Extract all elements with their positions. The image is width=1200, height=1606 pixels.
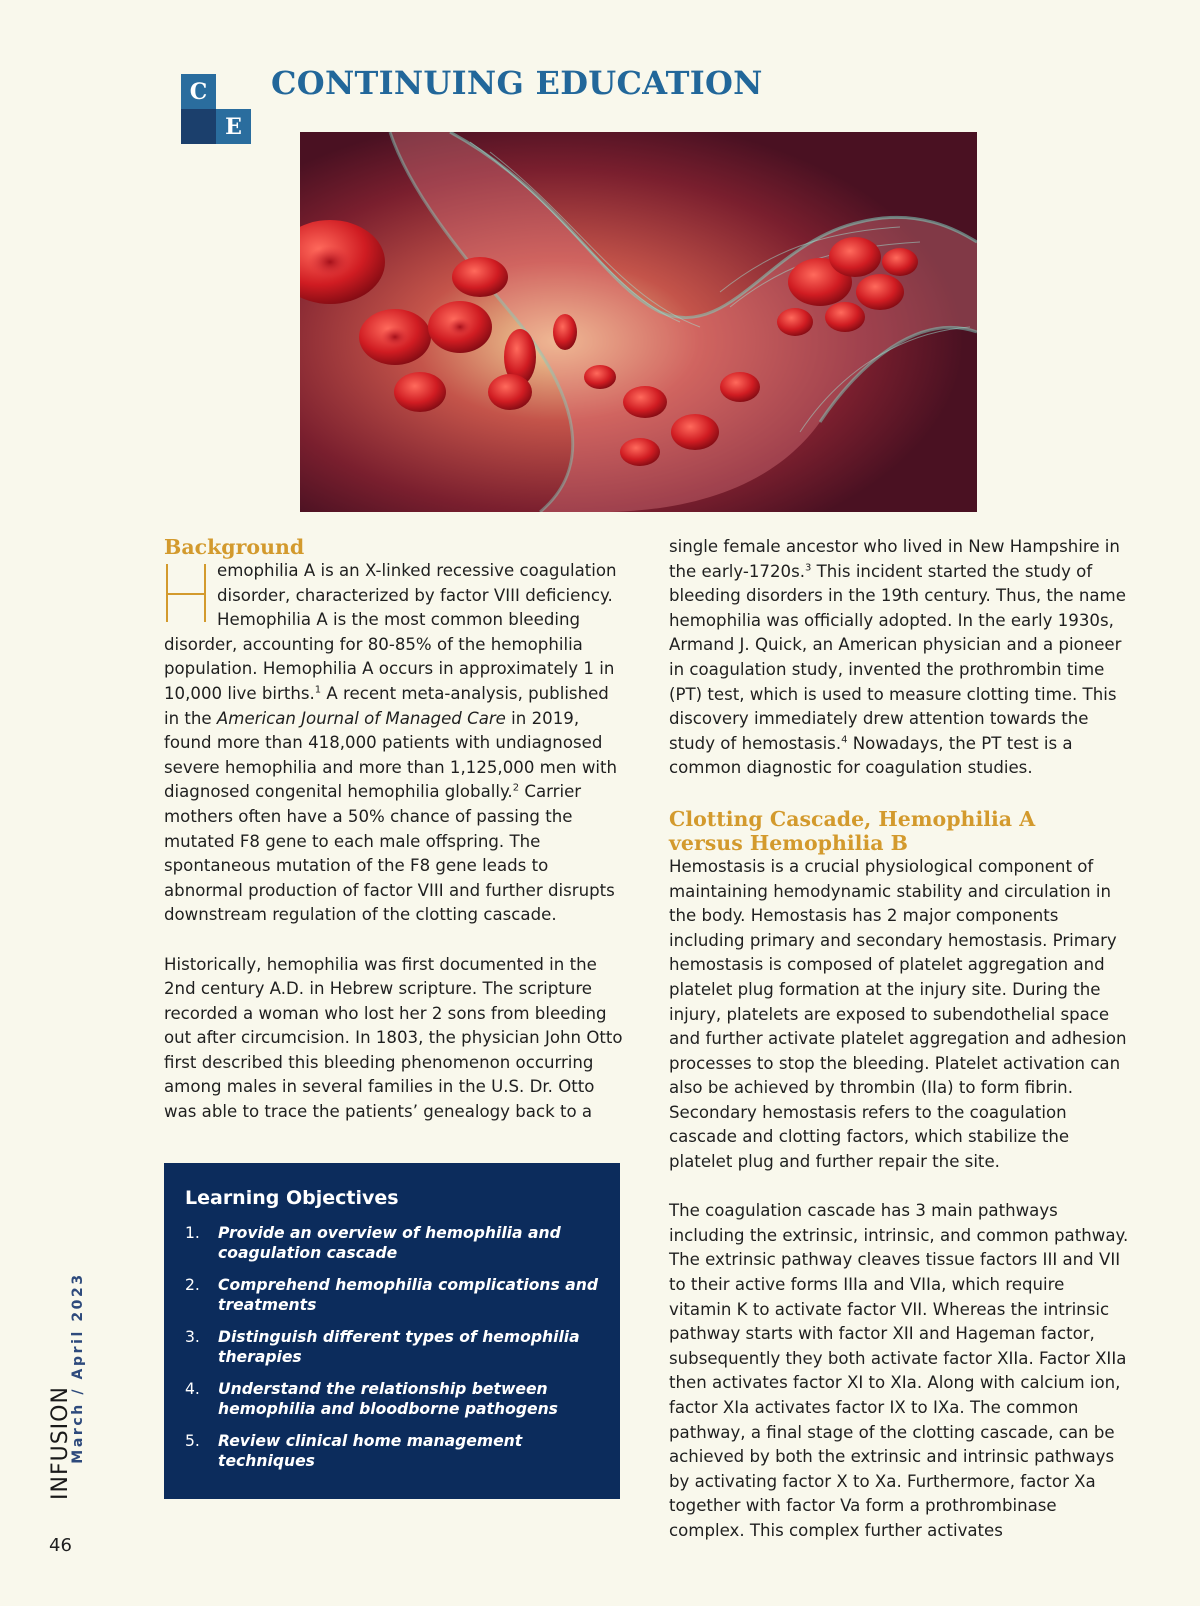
right-column	[669, 535, 1131, 1544]
history-text-1: single female ancestor who lived in New Hampshire in the early-1720s.	[669, 537, 1120, 581]
blood-vessel-illustration	[300, 132, 977, 512]
background-heading: Background	[164, 535, 305, 559]
footnote-ref-1: 1	[314, 684, 322, 696]
list-item-number: 4.	[185, 1380, 200, 1398]
list-item-text: Comprehend hemophilia complications and treatments	[218, 1276, 599, 1314]
learning-objectives-box	[164, 1163, 620, 1499]
sidebar-masthead	[18, 1190, 108, 1500]
section-gap	[669, 781, 1131, 807]
list-item-text: Distinguish different types of hemophilia therapies	[218, 1328, 580, 1366]
list-item-text: Review clinical home management techniques	[218, 1432, 523, 1470]
list-item-number: 3.	[185, 1328, 200, 1346]
ce-logo-blank	[216, 74, 251, 109]
left-column	[164, 535, 624, 1125]
background-text-4: Carrier mothers often have a 50% chance of passing the mutated F8 gene to each male offspring. The spontaneous mutation of the F8 gene leads to abnormal production of factor VIII and further disrupts downstream regulation of the clotting cascade.	[164, 782, 615, 925]
ce-logo	[181, 74, 251, 144]
background-text-2: A recent meta-analysis, published in the	[164, 683, 609, 728]
history-text-2: This incident started the study of bleeding disorders in the 19th century. Thus, the name hemophilia was officially adopted. In the early 1930s, Armand J. Quick, an American physician and a pioneer in coagulation study, invented the prothrombin time (PT) test, which is used to measure clotting time. This discovery immediately drew attention towards the study of hemostasis.	[669, 561, 1126, 753]
history-text-3: Nowadays, the PT test is a common diagnostic for coagulation studies.	[669, 733, 1073, 778]
ce-logo-e: E	[216, 109, 251, 144]
list-item	[185, 1327, 605, 1367]
list-item	[185, 1431, 605, 1471]
background-paragraph-2: Historically, hemophilia was first documented in the 2nd century A.D. in Hebrew scripture. The scripture recorded a woman who lost her 2 sons from bleeding out after circumcision. In 1803, the physician John Otto first described this bleeding phenomenon occurring among males in several families in the U.S. Dr. Otto was able to trace the patients’ genealogy back to a	[164, 954, 623, 1122]
learning-objectives-title: Learning Objectives	[185, 1187, 399, 1209]
journal-title: American Journal of Managed Care	[216, 708, 506, 728]
paragraph-gap	[164, 928, 624, 953]
coagulation-paragraph: The coagulation cascade has 3 main pathways including the extrinsic, intrinsic, and common pathway. The extrinsic pathway cleaves tissue factors III and VII to their active forms IIIa and VIIa, which require vitamin K to activate factor VII. Whereas the intrinsic pathway starts with factor XII and Hageman factor, subsequently they both activate factor XIIa. Factor XIIa then activates factor XI to XIa. Along with calcium ion, factor XIa activates factor IX to IXa. The common pathway, a final stage of the clotting cascade, can be achieved by both the extrinsic and intrinsic pathways by activating factor X to Xa. Furthermore, factor Xa together with factor Va form a prothrombinase complex. This complex further activates	[669, 1201, 1129, 1540]
ce-logo-dark-square	[181, 109, 216, 144]
background-text-3: in 2019, found more than 418,000 patients with undiagnosed severe hemophilia and more than 1,125,000 men with diagnosed congenital hemophilia globally.	[164, 708, 618, 802]
background-paragraph-1	[164, 559, 624, 928]
issue-date: March / April 2023	[70, 1272, 86, 1464]
drop-cap-h	[164, 562, 207, 624]
list-item-text: Understand the relationship between hemophilia and bloodborne pathogens	[218, 1380, 558, 1418]
footnote-ref-2: 2	[512, 782, 520, 794]
clotting-cascade-heading	[669, 807, 1131, 855]
list-item	[185, 1223, 605, 1263]
list-item-number: 2.	[185, 1276, 200, 1294]
footnote-ref-3: 3	[804, 562, 812, 574]
list-item-number: 5.	[185, 1432, 200, 1450]
page-title: CONTINUING EDUCATION	[271, 64, 763, 102]
list-item-number: 1.	[185, 1224, 200, 1242]
background-text-1: emophilia A is an X-linked recessive coagulation disorder, characterized by factor VIII deficiency. Hemophilia A is the most common bleeding disorder, accounting for 80-85% of the hemophilia population. Hemophilia A occurs in approximately 1 in 10,000 live births.	[164, 561, 617, 703]
learning-objectives-list	[185, 1223, 605, 1483]
magazine-name: INFUSION	[48, 1386, 73, 1500]
hero-image	[300, 132, 977, 512]
page-number: 46	[49, 1535, 72, 1556]
clotting-heading-line-2: versus Hemophilia B	[669, 830, 909, 855]
list-item-text: Provide an overview of hemophilia and coagulation cascade	[218, 1224, 561, 1262]
history-paragraph	[669, 535, 1131, 781]
clotting-heading-line-1: Clotting Cascade, Hemophilia A	[669, 806, 1036, 831]
list-item	[185, 1275, 605, 1315]
footnote-ref-4: 4	[841, 734, 848, 746]
paragraph-gap	[669, 1175, 1131, 1200]
ce-logo-c: C	[181, 74, 216, 109]
hemostasis-paragraph: Hemostasis is a crucial physiological component of maintaining hemodynamic stability and circulation in the body. Hemostasis has 2 major components including primary and secondary hemostasis. Primary hemostasis is composed of platelet aggregation and platelet plug formation at the injury site. During the injury, platelets are exposed to subendothelial space and further activate platelet aggregation and adhesion processes to stop the bleeding. Platelet activation can also be achieved by thrombin (IIa) to form fibrin. Secondary hemostasis refers to the coagulation cascade and clotting factors, which stabilize the platelet plug and further repair the site.	[669, 856, 1127, 1172]
list-item	[185, 1379, 605, 1419]
